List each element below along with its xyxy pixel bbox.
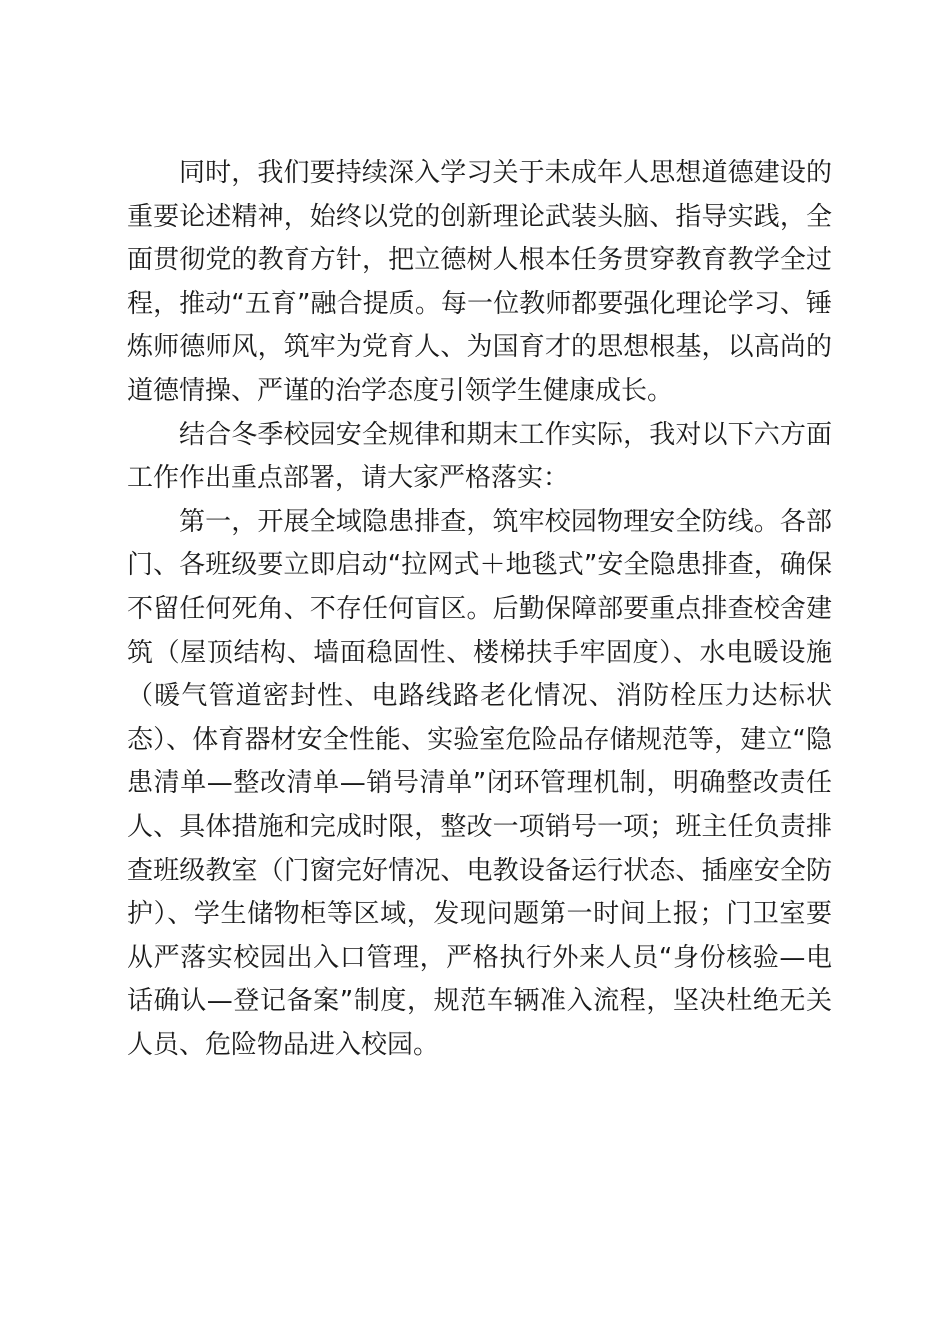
document-body — [127, 152, 832, 1067]
paragraph-work-deployment-intro: 结合冬季校园安全规律和期末工作实际，我对以下六方面工作作出重点部署，请大家严格落实： — [127, 419, 832, 494]
paragraph-study-requirements: 同时，我们要持续深入学习关于未成年人思想道德建设的重要论述精神，始终以党的创新理论武装头脑、指导实践，全面贯彻党的教育方针，把立德树人根本任务贯穿教育教学全过程，推动“五育”融合提质。每一位教师都要强化理论学习、锤炼师德师风，筑牢为党育人、为国育才的思想根基，以高尚的道德情操、严谨的治学态度引领学生健康成长。 — [127, 158, 832, 406]
paragraph-hazard-inspection: 第一，开展全域隐患排查，筑牢校园物理安全防线。各部门、各班级要立即启动“拉网式＋地毯式”安全隐患排查，确保不留任何死角、不存任何盲区。后勤保障部要重点排查校舍建筑（屋顶结构、墙面稳固性、楼梯扶手牢固度）、水电暖设施（暖气管道密封性、电路线路老化情况、消防栓压力达标状态）、体育器材安全性能、实验室危险品存储规范等，建立“隐患清单—整改清单—销号清单”闭环管理机制，明确整改责任人、具体措施和完成时限，整改一项销号一项；班主任负责排查班级教室（门窗完好情况、电教设备运行状态、插座安全防护）、学生储物柜等区域，发现问题第一时间上报；门卫室要从严落实校园出入口管理，严格执行外来人员“身份核验—电话确认—登记备案”制度，规范车辆准入流程，坚决杜绝无关人员、危险物品进入校园。 — [127, 506, 832, 1060]
